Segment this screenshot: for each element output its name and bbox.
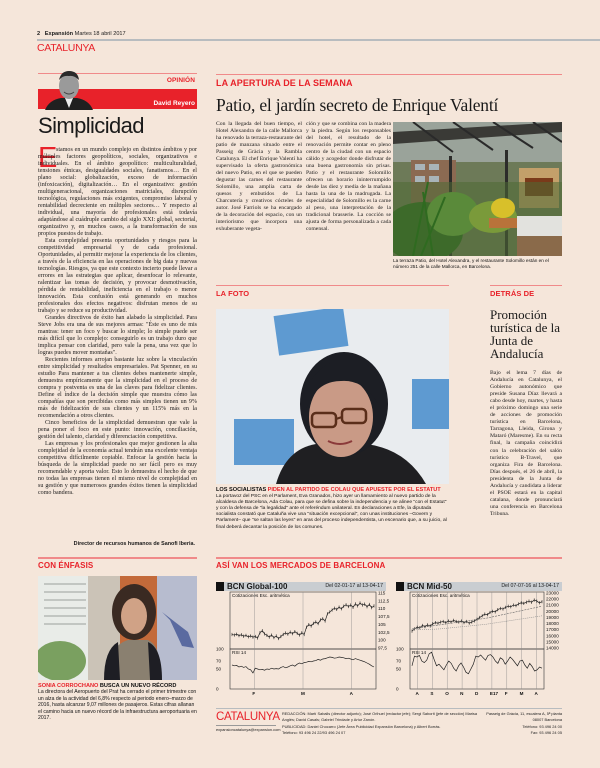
footer-address-2: 08007 Barcelona [532,717,562,723]
footer-phone: Teléfono: 93 496 24 00 [522,723,562,729]
foto-caption-text: La portavoz del PSC en el Parlament, Eva Granados, hizo ayer un llamamiento al nuevo partido de la alcaldesa de Barcelona, Ada Colau, para que se defina sobre la independencia y se alinee "con el Estatut" y con la defensa de "la legalidad" ante el referéndum unilateral. En declaraciones a Efe, la diputada socialista constató que Cataluña vive una "situación excepcional", con unas instituciones –Govern y Parlament– que "se saltan las leyes" en aras del proceso independentista, un escenario que, a su juicio, al final deberá decantar la posición de los comunes. [216,494,447,530]
section-title: CATALUNYA [37,42,95,54]
y-tick-label: 105 [378,621,386,627]
y-tick-label: 20000 [546,608,559,614]
opinion-paragraph: Recientes informes arrojan bastante luz sobre la vinculación entre simplicidad y resultados empresariales. Pat Spenner, en su estudio Para mantener a tus clientes debes mantenerte simple, demuestra empíricamente que la simplicidad en el proceso de compra y postventa es una de las claves para fidelizar clientes. Define el índice de la decisión simple que muestra cómo las compañías que son percibidas como más simples tienen un 9% más de fidelización de sus clientes y un 115% más en la recomendación a otros clientes. [38,357,197,419]
y-tick-label: 23000 [546,591,559,596]
y-tick-label: 102,5 [378,629,390,635]
footer-email[interactable]: expansioncatalunya@expansion.com [216,727,281,732]
x-tick-label: M [519,691,524,696]
y-tick-label: 100 [378,637,386,643]
author-name: David Reyero [153,100,195,107]
x-tick-label: A [415,691,419,696]
y-tick-label: 18000 [546,621,559,627]
apertura-title: Patio, el jardín secreto de Enrique Valentí [216,95,499,115]
author-photo [41,68,97,110]
enfasis-caption-headline: BUSCA UN NUEVO RÉCORD [99,683,177,689]
chart-1-marker [216,582,224,591]
y-tick-label: 110 [378,606,386,612]
chart-bcn-global-100 [216,591,400,699]
y-tick-label: 97,5 [378,645,387,651]
enfasis-kicker: CON ÉNFASIS [38,561,94,570]
foto-rule [216,285,449,286]
x-tick-label: O [445,691,449,696]
apertura-photo [393,122,562,256]
detras-kicker: DETRÁS DE [490,289,535,298]
issue-date: Martes 18 abril 2017 [74,31,126,37]
x-tick-label: A [349,691,353,696]
apertura-col-1: Con la llegada del buen tiempo, el Hotel Alexandra de la calle Mallorca ha renovado la terraza-restaurante del patio de manzana situado entre el Passeig de Gràcia y la Rambla Catalunya. El chef Enrique Valentí ha supervisado la oferta gastronómica del nuevo Patio, en el que se pueden degustar las carnes del restaurante Solomillo, una amplia carta de quesos y embutidos de La Charcutería y creativos cócteles de autor. José Farriols se ha encargado de la decoración del espacio, con un interiorismo que incorpora una exhuberante vegeta- [216,121,302,232]
y-tick-label: 17000 [546,627,559,633]
enfasis-rule [38,557,197,559]
rsi-tick-label: 0 [396,686,399,692]
apertura-caption: La terraza Patio, del Hotel Alexandra, y el restaurante Solomillo están en el número 251 de la calle Mallorca, en Barcelona. [393,258,549,270]
detras-title: Promoción turística de la Junta de Andalucía [490,307,561,361]
footer-section-rule [216,725,276,726]
rsi-tick-label: 70 [216,658,222,664]
chart-1-date-range: Del 02-01-17 al 13-04-17 [325,583,383,589]
opinion-paragraph: Las empresas y los profesionales que mejor gestionen la alta complejidad de la economía actual tendrán una excelente ventaja competitiva difícilmente copiable. Enfocar la gestión hacia la búsqueda de la simplicidad puede no ser fácil pero es muy recomendable y aporta valor. Esto lo demuestra el hecho de que no todas las empresas tienen el mismo nivel de complejidad en su gestión y que numerosos grandes éxitos tienen la simplicidad como bandera. [38,441,197,496]
opinion-paragraph: stamos en un mundo complejo en distintos ámbitos y por múltiples factores geopolíticos, sociales, organizativos e individuales. En el ámbito geopolítico: multiculturalidad, tensiones étnicas, desigualdades sociales, fanatismos… En el plano social: globalización, exceso de información (infoxicación), digitalización… En el organizativo: gestión multigeneracional, organizaciones matriciales, disrupción tecnológica, regulaciones más exigentes, compromiso laboral y rentabilidad decreciente en múltiples sectores… Y respecto al individual, una mayoría de profesionales está todavía adaptándose al cuádruple cambio del siglo XXI: global, sectorial, organizativo y, en muchos casos, a la transformación de sus propios puestos de trabajo. [38,147,197,237]
x-tick-label: D [475,691,479,696]
apertura-rule [216,74,562,75]
y-tick-label: 21000 [546,602,559,608]
x-tick-label: A [534,691,538,696]
rsi-tick-label: 50 [396,666,402,672]
x-tick-label: N [460,691,464,696]
foto-caption [216,487,449,531]
opinion-body [38,142,197,497]
footer-section: CATALUNYA [216,711,280,723]
rsi-tick-label: 50 [216,666,222,672]
page-number: 2 [37,31,41,37]
rsi-label: RSI 14 [412,650,427,655]
chart-2-marker [396,582,404,591]
detras-rule [490,285,562,286]
x-tick-label: F [252,691,256,696]
opinion-kicker: OPINIÓN [166,77,195,84]
x-tick-label: E17 [489,691,499,696]
enfasis-caption-name: SONIA CORROCHANO [38,683,99,689]
chart-2-date-range: Del 07-07-16 al 13-04-17 [501,583,559,589]
y-tick-label: 22000 [546,596,559,602]
y-tick-label: 112,5 [378,598,390,604]
enfasis-caption-text: La directora del Aeropuerto del Prat ha cerrado el primer trimestre con un alza de la actividad del 6,8% respecto al periodo enero–marzo de 2016, hasta alcanzar 9,07 millones de pasajeros. Estas cifras allanan el camino hacia un nuevo récord de la infraestructura aeroportuaria en 2017. [38,689,197,722]
mercados-kicker: ASÍ VAN LOS MERCADOS DE BARCELONA [216,561,386,570]
rsi-tick-label: 100 [396,646,404,652]
enfasis-photo [38,576,197,680]
rsi-tick-label: 100 [216,646,224,652]
foto-caption-lead: LOS SOCIALISTAS [216,487,267,493]
y-tick-label: 115 [378,591,386,596]
foto-caption-headline: PIDEN AL PARTIDO DE COLAU QUE APUESTE POR EL ESTATUT [267,487,441,493]
chart-2-header [396,582,562,591]
apertura-col-2: ción y que se combina con la madera y la piedra. Según los responsables del hotel, el resultado de la renovación permite contar en pleno centro de la ciudad con un espacio cálido y acogedor donde disfrutar de una buena gastronomía sin prisas. Patio y el restaurante Solomillo ofrecen un horario ininterrumpido desde las diez y media de la mañana hasta la una de la madrugada. La especialidad de Solomillo es la carne al peso, una interpretación de la tradicional brasserie. La cocción se ajusta de forma personalizada a cada comensal. [306,121,391,232]
chart-2-title: BCN Mid-50 [407,582,452,591]
opinion-paragraph: Grandes directivos de éxito han alabado la simplicidad. Para Steve Jobs era una de sus mejores armas: "Éste es uno de mis mantras: tener un foco y buscar lo simple; lo simple puede ser más difícil que lo complejo: conseguirlo es un trabajo duro que implica pensar con claridad, pero vale la pena, una vez que lo logras puedes mover montañas". [38,315,197,356]
footer-rule [216,708,562,709]
foto-photo [216,309,449,484]
y-tick-label: 107,5 [378,614,390,620]
x-tick-label: F [504,691,508,696]
footer-staff [282,711,482,736]
enfasis-caption [38,683,197,722]
chart-bcn-mid-50 [396,591,581,699]
chart-subtitle: Cotizaciones Esc. aritmética [232,593,290,598]
foto-kicker: LA FOTO [216,289,250,298]
footer-publicidad: PUBLICIDAD: Daniel Chocarro (Jefe Área Publicidad Expansión Barcelona) y Albert Borrás. [282,723,441,729]
footer-address-1: Passeig de Gràcia, 11, escalera A, 5ª planta [486,711,562,716]
opinion-drop-cap: E [38,142,58,174]
y-tick-label: 16000 [546,633,559,639]
apertura-kicker: LA APERTURA DE LA SEMANA [216,78,353,88]
rsi-label: RSI 14 [232,650,247,655]
rsi-tick-label: 0 [216,686,219,692]
chart-1-title: BCN Global-100 [227,582,288,591]
opinion-paragraph: Esta complejidad presenta oportunidades y riesgos para la competitividad empresarial y de cada profesional. Oportunidades, al permitir mejorar la experiencia de los clientes, a través de la eficiencia en las operaciones de big data y nuevas tecnologías. Riesgos, ya que este contexto incierto puede llevar a errores en las estrategias que aplicar, desenfocar lo relevante, ralentizar las tomas de decisión, y provocar desmotivación, pérdida de rentabilidad, ineficiencia en el trabajo o menor innovación. Esta confusión está generando en muchos profesionales dos efectos negativos: disfrutan menos de su trabajo y se reduce su productividad. [38,238,197,314]
y-tick-label: 19000 [546,614,559,620]
x-tick-label: M [301,691,305,696]
y-tick-label: 15000 [546,639,559,645]
mercados-rule [216,557,562,559]
y-tick-label: 14000 [546,645,559,651]
chart-subtitle: Cotizaciones Esc. aritmética [412,593,470,598]
footer-fax: Fax: 93 496 24 05 [530,729,562,735]
header-rule [37,39,600,41]
opinion-signature: Director de recursos humanos de Sanofi Iberia. [73,541,195,547]
opinion-title: Simplicidad [38,113,144,138]
page-header [37,31,126,37]
footer-address [462,711,562,736]
detras-body: Bajo el lema 7 días de Andalucía en Catalunya, el Gobierno autonómico que preside Susana Díaz llevará a cabo desde hoy, martes, y hasta el próximo domingo una serie de acciones de promoción turística en Barcelona, Tarragona, Lleida, Girona y Mataró (Maresme). En su recta final, la campaña coincidirá con la celebración del salón turístico B-Travel, que organiza Fira de Barcelona. Días después, el 26 de abril, la presidenta de la Junta de Andalucía y candidata a liderar el PSOE estará en la capital catalana, donde pronunciará una conferencia en Barcelona Tribuna. [490,370,562,517]
rsi-tick-label: 70 [396,658,402,664]
footer-telefonos: Teléfono: 93 496 24 22/93 496 24 07 [282,729,346,735]
footer-redaccion: REDACCIÓN: Martí Saballs (director adjunto); José Orihuel (redactor jefe); Sergi Saborit (jefe de sección) Marisa Anglés; David Casals; Gabriel Trindade y Artur Zanón. [282,711,478,723]
chart-1-header [216,582,386,591]
opinion-paragraph: Cinco beneficios de la simplicidad demuestran que vale la pena poner el foco en este punto: innovación, conciliación, gestión del talento, claridad y diferenciación competitiva. [38,420,197,440]
publication-name: Expansión [44,31,74,37]
x-tick-label: S [430,691,434,696]
